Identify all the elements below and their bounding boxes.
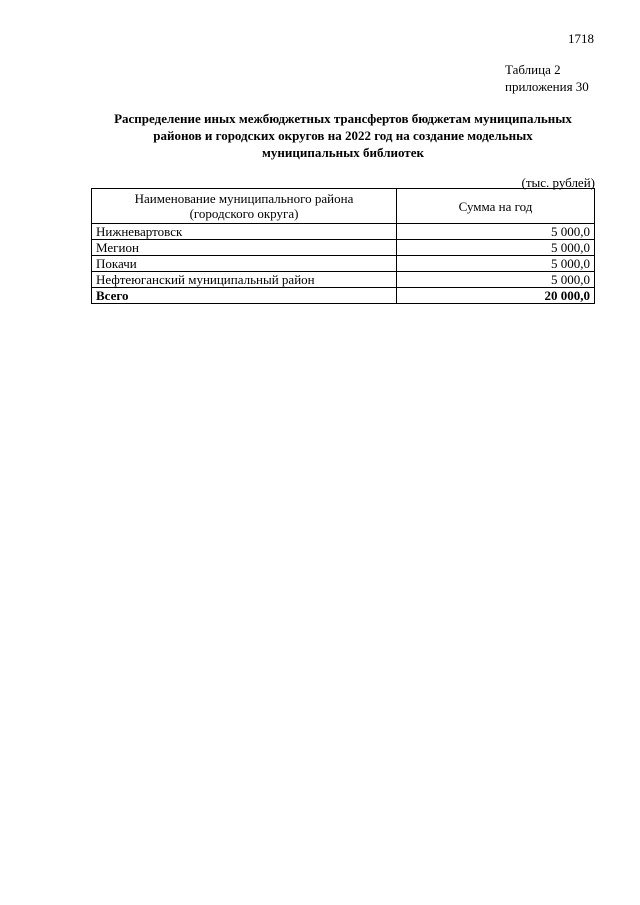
row-name: Мегион (92, 240, 397, 256)
total-row (92, 288, 595, 304)
total-label: Всего (92, 288, 397, 304)
header-municipality-line-2: (городского округа) (189, 206, 299, 221)
title-line-1: Распределение иных межбюджетных трансфертов бюджетам муниципальных (114, 111, 572, 126)
table-row (92, 272, 595, 288)
units-label: (тыс. рублей) (521, 175, 595, 190)
title-line-3: муниципальных библиотек (262, 145, 424, 160)
table-caption (505, 61, 589, 95)
total-sum: 20 000,0 (397, 288, 595, 304)
row-name: Нижневартовск (92, 224, 397, 240)
page-number: 1718 (568, 31, 594, 46)
table-row (92, 256, 595, 272)
table-row (92, 240, 595, 256)
table-header-row (92, 189, 595, 224)
transfers-table (91, 188, 595, 304)
header-municipality (92, 189, 397, 224)
document-title (88, 110, 598, 161)
caption-line-2: приложения 30 (505, 79, 589, 94)
row-name: Нефтеюганский муниципальный район (92, 272, 397, 288)
row-name: Покачи (92, 256, 397, 272)
table-row (92, 224, 595, 240)
title-line-2: районов и городских округов на 2022 год на создание модельных (153, 128, 533, 143)
row-sum: 5 000,0 (397, 256, 595, 272)
header-sum: Сумма на год (397, 189, 595, 224)
row-sum: 5 000,0 (397, 240, 595, 256)
header-municipality-line-1: Наименование муниципального района (134, 191, 354, 206)
caption-line-1: Таблица 2 (505, 62, 561, 77)
row-sum: 5 000,0 (397, 224, 595, 240)
row-sum: 5 000,0 (397, 272, 595, 288)
